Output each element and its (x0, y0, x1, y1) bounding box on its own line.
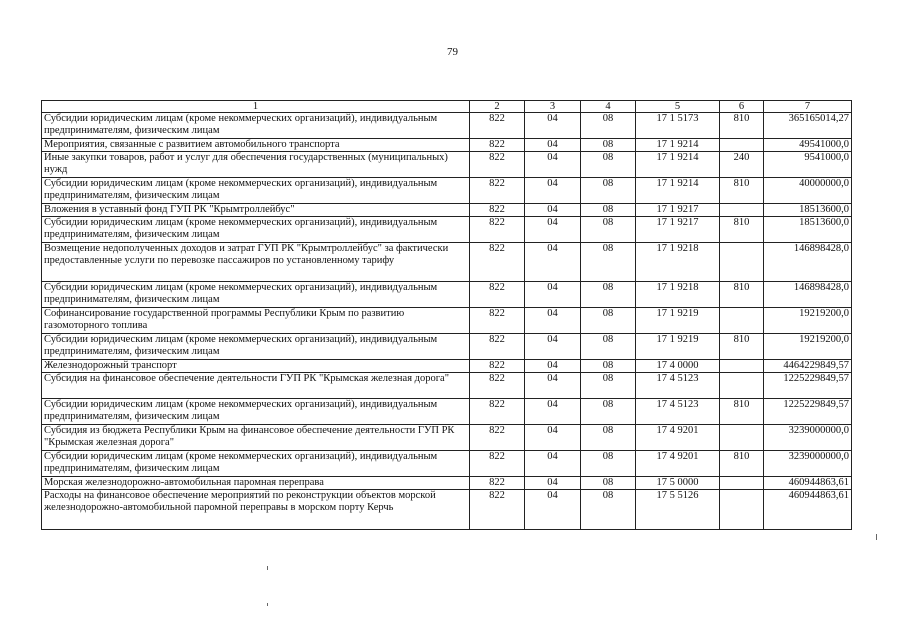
cell-amount: 146898428,0 (764, 282, 852, 308)
cell-amount: 9541000,0 (764, 152, 852, 178)
cell-vr (720, 477, 764, 490)
cell-name: Субсидии юридическим лицам (кроме некоммерческих организаций), индивидуальным предпринимателям, физическим лицам (42, 451, 470, 477)
cell-name: Железнодорожный транспорт (42, 360, 470, 373)
table-row (42, 308, 852, 334)
cell-vr (720, 425, 764, 451)
cell-vr: 240 (720, 152, 764, 178)
cell-podrazdel: 08 (581, 282, 636, 308)
cell-amount: 40000000,0 (764, 178, 852, 204)
cell-razdel: 04 (525, 334, 581, 360)
table-row (42, 178, 852, 204)
cell-razdel: 04 (525, 360, 581, 373)
cell-razdel: 04 (525, 113, 581, 139)
cell-csr: 17 1 9218 (636, 243, 720, 282)
cell-vr (720, 490, 764, 530)
table-row (42, 282, 852, 308)
table-row (42, 204, 852, 217)
cell-amount: 1225229849,57 (764, 373, 852, 399)
cell-podrazdel: 08 (581, 334, 636, 360)
cell-name: Субсидии юридическим лицам (кроме некоммерческих организаций), индивидуальным предпринимателям, физическим лицам (42, 282, 470, 308)
cell-csr: 17 1 9214 (636, 178, 720, 204)
cell-csr: 17 4 9201 (636, 451, 720, 477)
cell-amount: 18513600,0 (764, 204, 852, 217)
table-row (42, 113, 852, 139)
cell-razdel: 04 (525, 282, 581, 308)
cell-podrazdel: 08 (581, 477, 636, 490)
cell-vr (720, 360, 764, 373)
cell-razdel: 04 (525, 204, 581, 217)
cell-amount: 1225229849,57 (764, 399, 852, 425)
cell-vr: 810 (720, 334, 764, 360)
cell-vr: 810 (720, 217, 764, 243)
cell-podrazdel: 08 (581, 360, 636, 373)
cell-csr: 17 1 9217 (636, 217, 720, 243)
cell-vr (720, 373, 764, 399)
budget-table (41, 100, 852, 530)
header-cell-vr: 6 (720, 101, 764, 113)
cell-glava: 822 (470, 204, 525, 217)
scan-speck (876, 534, 877, 540)
table-row (42, 217, 852, 243)
cell-name: Вложения в уставный фонд ГУП РК "Крымтроллейбус" (42, 204, 470, 217)
cell-vr (720, 204, 764, 217)
header-row (42, 101, 852, 113)
cell-csr: 17 4 5123 (636, 373, 720, 399)
cell-glava: 822 (470, 243, 525, 282)
cell-name: Иные закупки товаров, работ и услуг для обеспечения государственных (муниципальных) нужд (42, 152, 470, 178)
cell-csr: 17 4 9201 (636, 425, 720, 451)
cell-csr: 17 1 9214 (636, 139, 720, 152)
cell-podrazdel: 08 (581, 373, 636, 399)
table-row (42, 425, 852, 451)
cell-razdel: 04 (525, 243, 581, 282)
cell-glava: 822 (470, 490, 525, 530)
cell-glava: 822 (470, 113, 525, 139)
table-row (42, 334, 852, 360)
table-row (42, 360, 852, 373)
cell-razdel: 04 (525, 399, 581, 425)
cell-csr: 17 1 9219 (636, 334, 720, 360)
header-cell-glava: 2 (470, 101, 525, 113)
cell-amount: 19219200,0 (764, 308, 852, 334)
table-row (42, 451, 852, 477)
cell-glava: 822 (470, 217, 525, 243)
cell-razdel: 04 (525, 490, 581, 530)
cell-amount: 18513600,0 (764, 217, 852, 243)
cell-vr: 810 (720, 282, 764, 308)
cell-name: Возмещение недополученных доходов и затрат ГУП РК "Крымтроллейбус" за фактически предоставленные услуги по перевозке пассажиров по установленному тарифу (42, 243, 470, 282)
cell-name: Субсидии юридическим лицам (кроме некоммерческих организаций), индивидуальным предпринимателям, физическим лицам (42, 217, 470, 243)
cell-name: Субсидии юридическим лицам (кроме некоммерческих организаций), индивидуальным предпринимателям, физическим лицам (42, 334, 470, 360)
cell-amount: 460944863,61 (764, 477, 852, 490)
cell-csr: 17 5 5126 (636, 490, 720, 530)
cell-razdel: 04 (525, 217, 581, 243)
cell-podrazdel: 08 (581, 139, 636, 152)
cell-name: Субсидии юридическим лицам (кроме некоммерческих организаций), индивидуальным предпринимателям, физическим лицам (42, 113, 470, 139)
cell-razdel: 04 (525, 152, 581, 178)
cell-amount: 146898428,0 (764, 243, 852, 282)
cell-glava: 822 (470, 451, 525, 477)
cell-vr: 810 (720, 399, 764, 425)
cell-csr: 17 1 5173 (636, 113, 720, 139)
cell-razdel: 04 (525, 139, 581, 152)
cell-vr: 810 (720, 113, 764, 139)
cell-amount: 365165014,27 (764, 113, 852, 139)
cell-amount: 3239000000,0 (764, 425, 852, 451)
scan-speck (267, 603, 268, 606)
cell-podrazdel: 08 (581, 113, 636, 139)
table-row (42, 490, 852, 530)
cell-name: Софинансирование государственной программы Республики Крым по развитию газомоторного топлива (42, 308, 470, 334)
cell-glava: 822 (470, 178, 525, 204)
cell-glava: 822 (470, 308, 525, 334)
cell-name: Морская железнодорожно-автомобильная паромная переправа (42, 477, 470, 490)
cell-csr: 17 4 0000 (636, 360, 720, 373)
cell-vr (720, 243, 764, 282)
cell-vr (720, 139, 764, 152)
cell-glava: 822 (470, 373, 525, 399)
cell-name: Субсидии юридическим лицам (кроме некоммерческих организаций), индивидуальным предпринимателям, физическим лицам (42, 399, 470, 425)
table-row (42, 152, 852, 178)
cell-csr: 17 1 9214 (636, 152, 720, 178)
scan-speck (267, 566, 268, 570)
cell-podrazdel: 08 (581, 217, 636, 243)
cell-amount: 49541000,0 (764, 139, 852, 152)
cell-vr: 810 (720, 451, 764, 477)
cell-amount: 19219200,0 (764, 334, 852, 360)
cell-amount: 4464229849,57 (764, 360, 852, 373)
cell-razdel: 04 (525, 425, 581, 451)
header-cell-name: 1 (42, 101, 470, 113)
page-number: 79 (447, 46, 458, 58)
cell-amount: 460944863,61 (764, 490, 852, 530)
cell-podrazdel: 08 (581, 243, 636, 282)
cell-csr: 17 5 0000 (636, 477, 720, 490)
cell-csr: 17 1 9218 (636, 282, 720, 308)
table-body (42, 113, 852, 530)
cell-podrazdel: 08 (581, 308, 636, 334)
cell-razdel: 04 (525, 308, 581, 334)
cell-csr: 17 1 9219 (636, 308, 720, 334)
cell-razdel: 04 (525, 373, 581, 399)
cell-glava: 822 (470, 360, 525, 373)
cell-name: Расходы на финансовое обеспечение мероприятий по реконструкции объектов морской железнодорожно-автомобильной паромной переправы в морском порту Керчь (42, 490, 470, 530)
header-cell-csr: 5 (636, 101, 720, 113)
table-row (42, 477, 852, 490)
table-row (42, 399, 852, 425)
cell-podrazdel: 08 (581, 152, 636, 178)
cell-vr: 810 (720, 178, 764, 204)
cell-glava: 822 (470, 399, 525, 425)
cell-glava: 822 (470, 477, 525, 490)
cell-name: Субсидия из бюджета Республики Крым на финансовое обеспечение деятельности ГУП РК "Крымская железная дорога" (42, 425, 470, 451)
cell-glava: 822 (470, 282, 525, 308)
cell-razdel: 04 (525, 451, 581, 477)
cell-podrazdel: 08 (581, 204, 636, 217)
header-cell-razdel: 3 (525, 101, 581, 113)
table-row (42, 139, 852, 152)
cell-razdel: 04 (525, 477, 581, 490)
cell-glava: 822 (470, 139, 525, 152)
cell-podrazdel: 08 (581, 178, 636, 204)
header-cell-amount: 7 (764, 101, 852, 113)
cell-csr: 17 4 5123 (636, 399, 720, 425)
cell-name: Мероприятия, связанные с развитием автомобильного транспорта (42, 139, 470, 152)
header-cell-podrazdel: 4 (581, 101, 636, 113)
table-row (42, 243, 852, 282)
cell-podrazdel: 08 (581, 425, 636, 451)
cell-glava: 822 (470, 334, 525, 360)
cell-amount: 3239000000,0 (764, 451, 852, 477)
cell-name: Субсидии юридическим лицам (кроме некоммерческих организаций), индивидуальным предпринимателям, физическим лицам (42, 178, 470, 204)
cell-glava: 822 (470, 152, 525, 178)
cell-csr: 17 1 9217 (636, 204, 720, 217)
cell-razdel: 04 (525, 178, 581, 204)
table-row (42, 373, 852, 399)
cell-podrazdel: 08 (581, 451, 636, 477)
cell-name: Субсидия на финансовое обеспечение деятельности ГУП РК "Крымская железная дорога" (42, 373, 470, 399)
cell-podrazdel: 08 (581, 490, 636, 530)
cell-vr (720, 308, 764, 334)
cell-glava: 822 (470, 425, 525, 451)
cell-podrazdel: 08 (581, 399, 636, 425)
